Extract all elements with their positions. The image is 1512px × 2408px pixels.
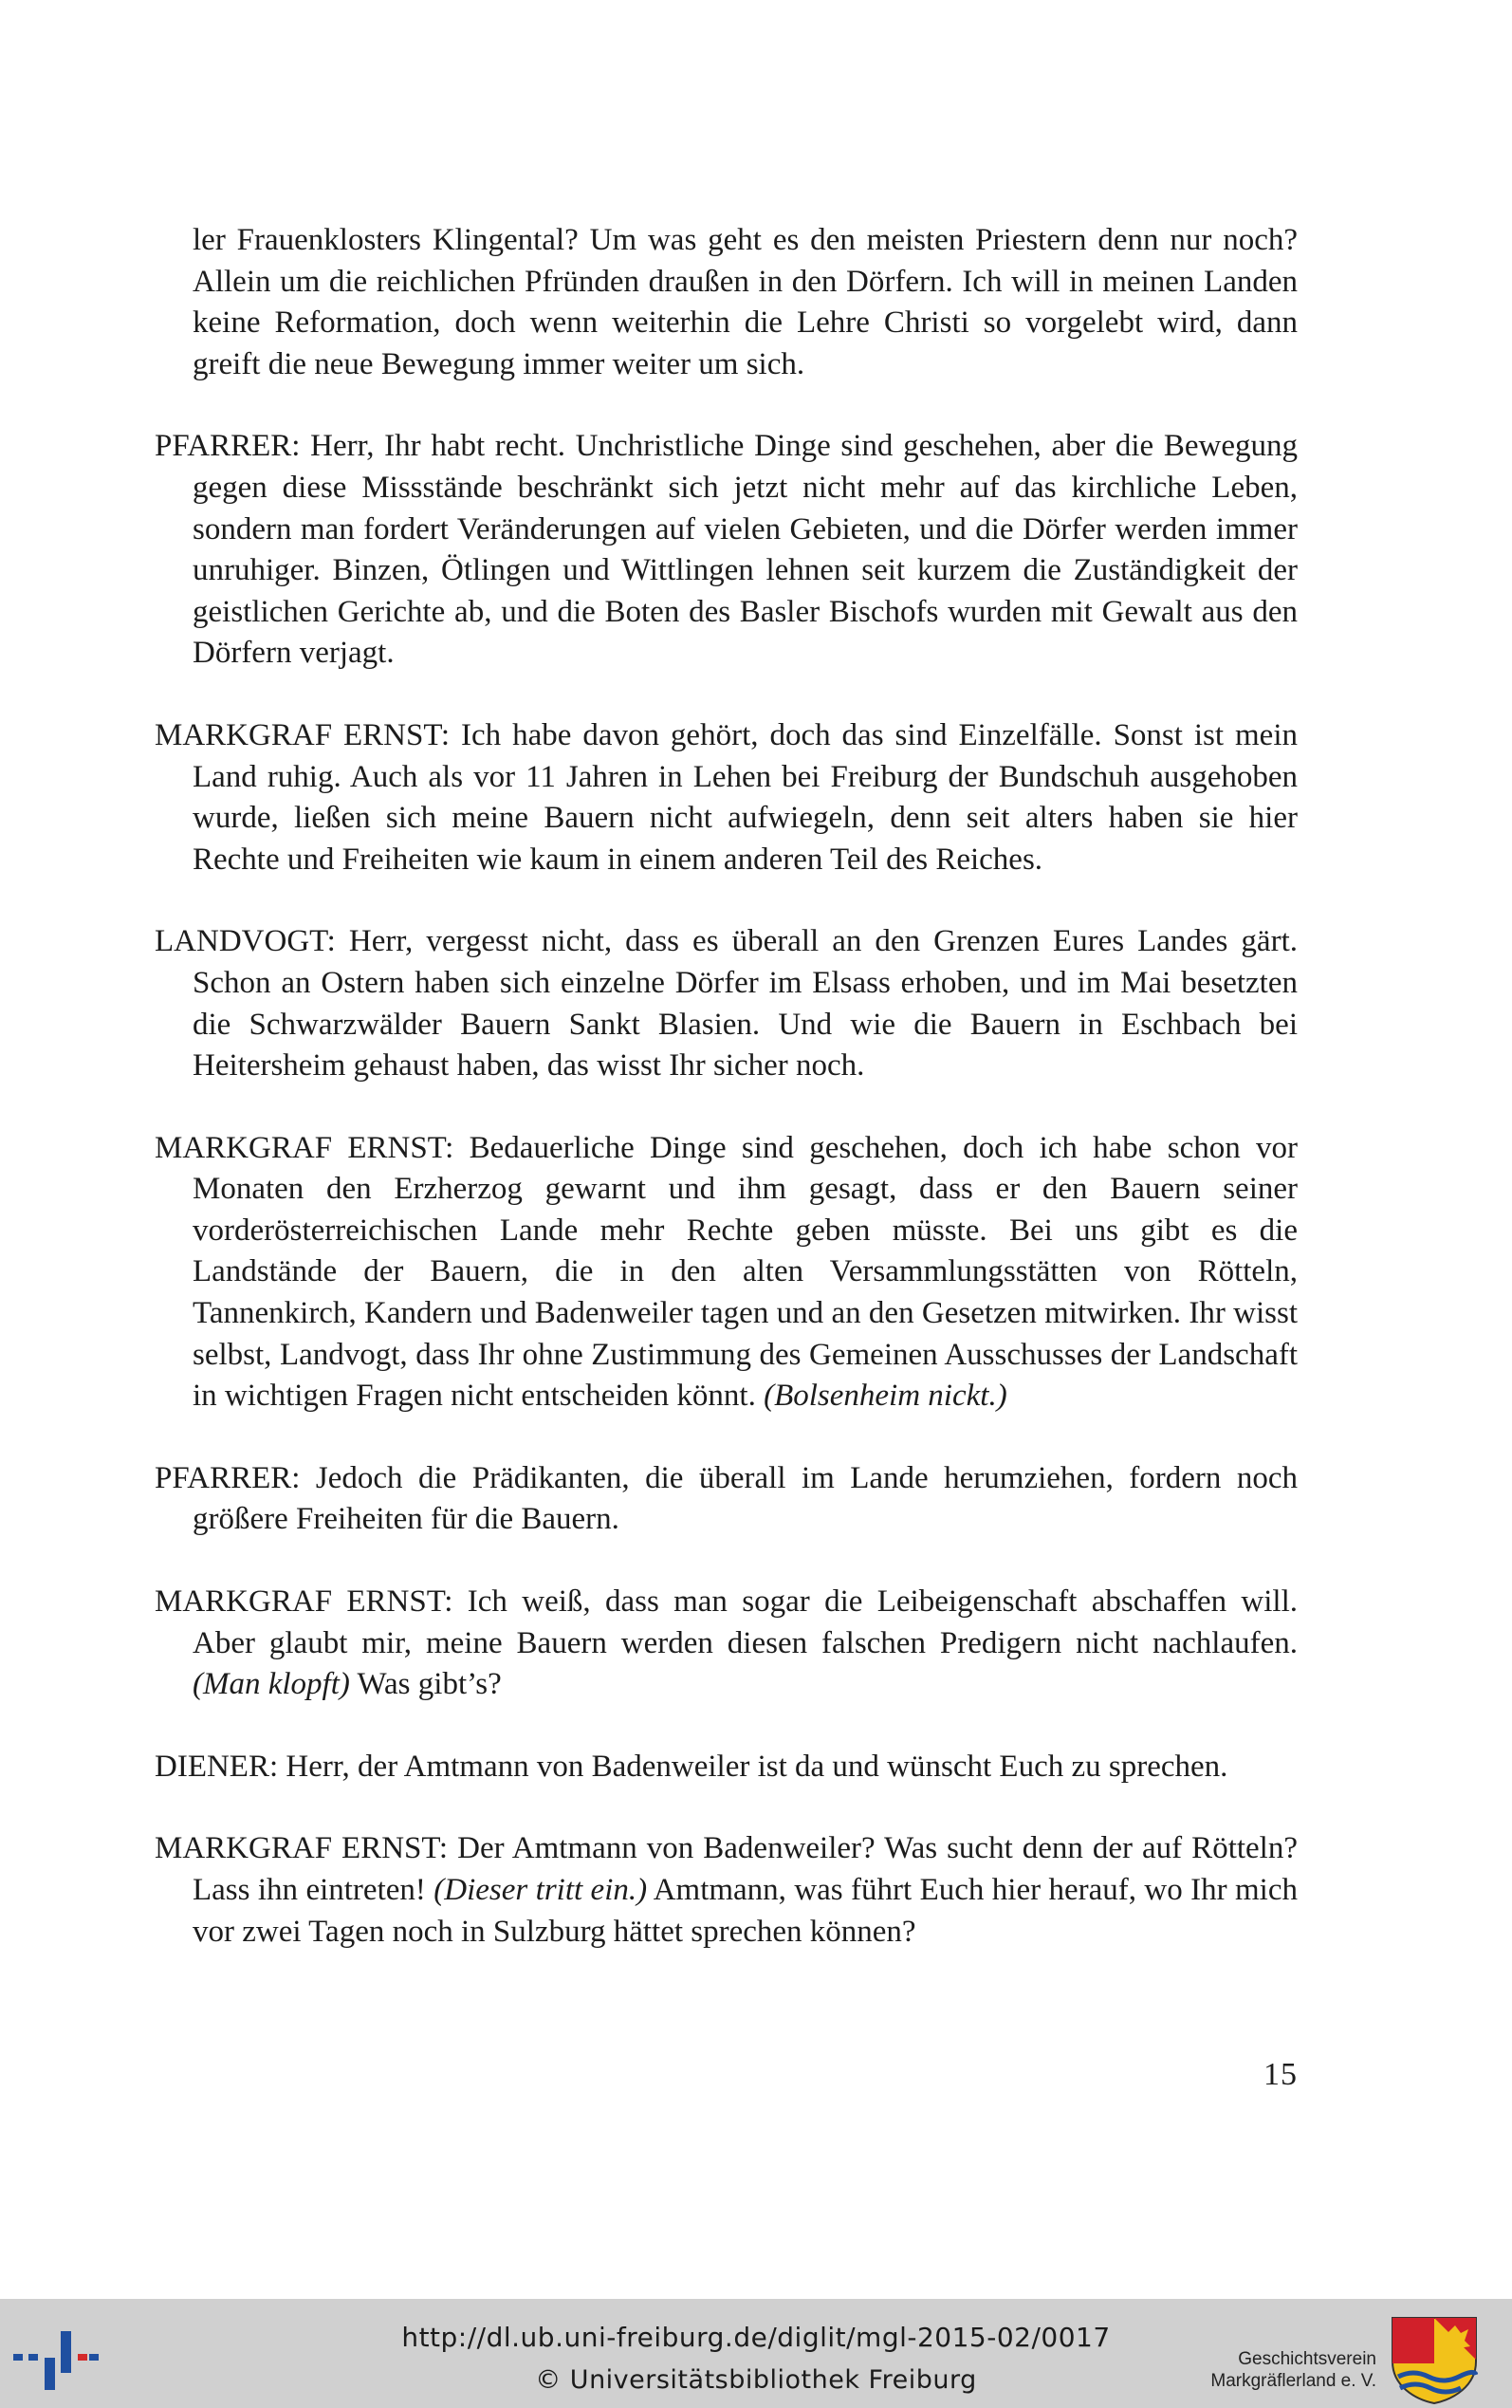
spoken-text: Herr, der Amtmann von Badenweiler ist da und wünscht Euch zu sprechen.: [286, 1749, 1228, 1784]
spoken-text: Jedoch die Prädikanten, die überall im Lande herumziehen, fordern noch größere Freiheiten für die Bauern.: [193, 1460, 1298, 1537]
text-paragraph: [155, 220, 1298, 385]
page-number: 15: [1263, 2057, 1298, 2092]
dialogue-block: [155, 715, 1298, 880]
footer-url[interactable]: http://dl.ub.uni-freiburg.de/diglit/mgl-2015-02/0017: [401, 2322, 1111, 2353]
speaker-name: DIENER:: [155, 1749, 279, 1784]
dialogue-block: [155, 1747, 1298, 1788]
spoken-text: Was gibt’s?: [349, 1667, 502, 1702]
stage-direction: (Man klopft): [193, 1667, 350, 1702]
spoken-text: Ich weiß, dass man sogar die Leibeigenschaft abschaffen will. Aber glaubt mir, meine Bauern werden diesen falschen Predigern nicht nachlaufen.: [193, 1584, 1299, 1660]
stage-direction: (Bolsenheim nickt.): [764, 1379, 1007, 1414]
footer-copyright: © Universitätsbibliothek Freiburg: [535, 2365, 977, 2395]
dialogue-block: [155, 1128, 1298, 1417]
society-name: [1187, 2348, 1376, 2392]
speaker-name: PFARRER:: [155, 429, 301, 464]
speaker-name: MARKGRAF ERNST:: [155, 717, 451, 752]
speaker-name: MARKGRAF ERNST:: [155, 1831, 449, 1866]
speaker-name: LANDVOGT:: [155, 924, 336, 959]
spoken-text: Ich habe davon gehört, doch das sind Einzelfälle. Sonst ist mein Land ruhig. Auch als vor 11 Jahren in Lehen bei Freiburg der Bundschuh ausgehoben wurde, ließen sich meine Bauern nicht aufwiegeln, denn seit alters haben sie hier Rechte und Freiheiten wie kaum in einem anderen Teil des Reiches.: [193, 717, 1298, 877]
footer-bar: [0, 2299, 1512, 2408]
page-text: [155, 220, 1298, 1953]
spoken-text: ler Frauenklosters Klingental? Um was geht es den meisten Priestern denn nur noch? Allein um die reichlichen Pfründen draußen in den Dörfern. Ich will in meinen Landen keine Reformation, doch wenn weiterhin die Lehre Christi so vorgelebt wird, dann greift die neue Bewegung immer weiter um sich.: [193, 223, 1298, 381]
spoken-text: Amtmann, was führt Euch hier herauf, wo Ihr mich vor zwei Tagen noch in Sulzburg hättet sprechen können?: [193, 1873, 1298, 1949]
speaker-name: MARKGRAF ERNST:: [155, 1584, 453, 1620]
dialogue-block: [155, 1582, 1298, 1706]
dialogue-block: [155, 1828, 1298, 1953]
dialogue-block: [155, 1458, 1298, 1541]
spoken-text: Herr, Ihr habt recht. Unchristliche Dinge sind geschehen, aber die Bewegung gegen diese Missstände beschränkt sich jetzt nicht mehr auf das kirchliche Leben, sondern man fordert Veränderungen auf vielen Gebieten, und die Dörfer werden immer unruhiger. Binzen, Ötlingen und Wittlingen lehnen seit kurzem die Zuständigkeit der geistlichen Gerichte ab, und die Boten des Basler Bischofs wurden mit Gewalt aus den Dörfern verjagt.: [193, 429, 1299, 671]
society-name-line-1: Geschichtsverein: [1238, 2349, 1376, 2369]
coat-of-arms-icon: [1391, 2316, 1478, 2405]
stage-direction: (Dieser tritt ein.): [433, 1873, 648, 1907]
society-name-line-2: Markgräflerland e. V.: [1210, 2371, 1376, 2391]
speaker-name: MARKGRAF ERNST:: [155, 1130, 454, 1165]
spoken-text: Der Amtmann von Badenweiler? Was sucht denn der auf Rötteln? Lass ihn eintreten!: [193, 1831, 1298, 1907]
dialogue-block: [155, 426, 1298, 675]
spoken-text: Bedauerliche Dinge sind geschehen, doch ich habe schon vor Monaten den Erzherzog gewarnt und ihm gesagt, dass er den Bauern seiner vorderösterreichischen Lande mehr Rechte geben müsste. Bei uns gibt es die Landstände der Bauern, die in den alten Versammlungsstätten von Rötteln, Tannenkirch, Kandern und Badenweiler tagen und an den Gesetzen mitwirken. Ihr wisst selbst, Landvogt, dass Ihr ohne Zustimmung des Gemeinen Ausschusses der Landschaft in wichtigen Fragen nicht entscheiden könnt.: [193, 1130, 1298, 1414]
speaker-name: PFARRER:: [155, 1460, 301, 1495]
dialogue-block: [155, 921, 1298, 1086]
spoken-text: Herr, vergesst nicht, dass es überall an den Grenzen Eures Landes gärt. Schon an Ostern haben sich einzelne Dörfer im Elsass erhoben, und im Mai besetzten die Schwarzwälder Bauern Sankt Blasien. Und wie die Bauern in Eschbach bei Heitersheim gehaust haben, das wisst Ihr sicher noch.: [193, 924, 1298, 1084]
